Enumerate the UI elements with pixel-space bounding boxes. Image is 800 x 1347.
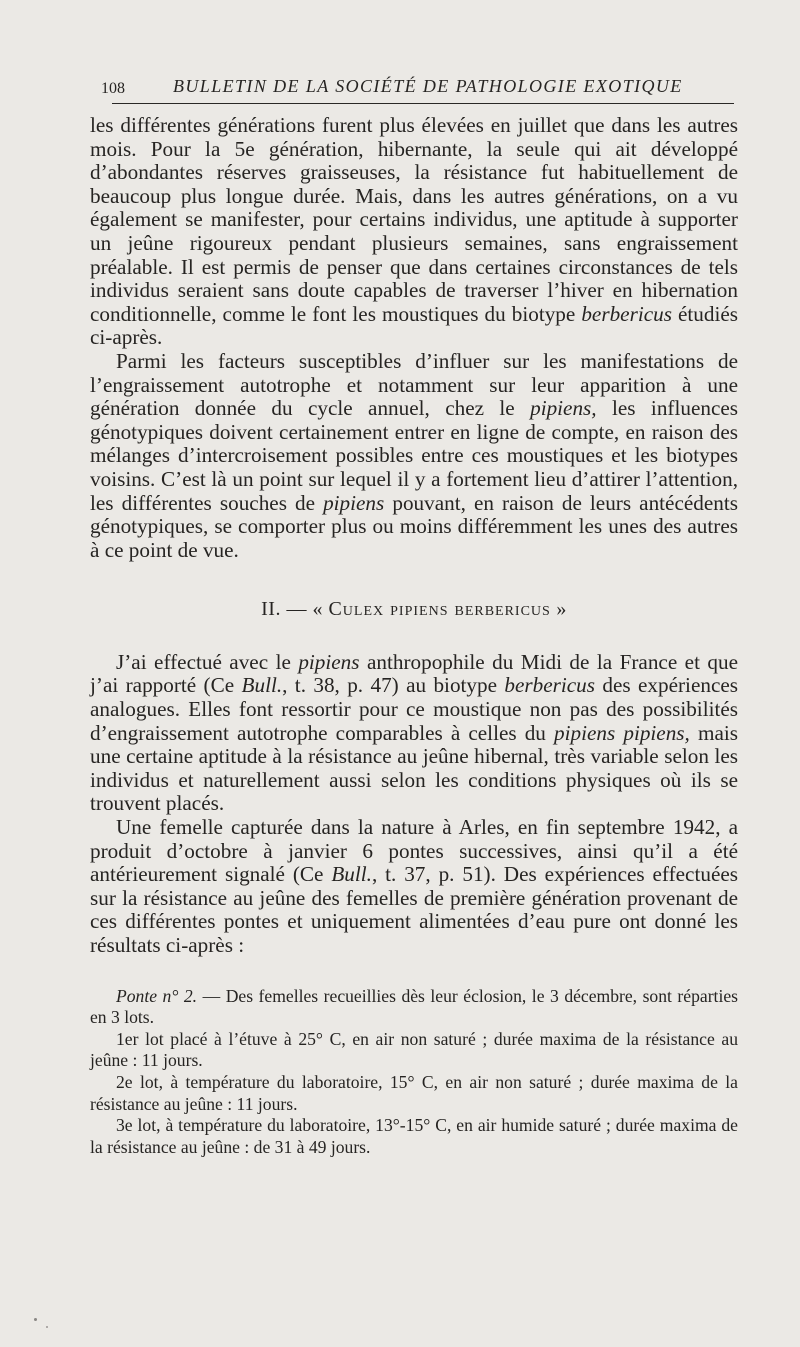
section-heading: II. — « Culex pipiens berbericus »: [261, 598, 567, 621]
note-lot-3: 3e lot, à température du laboratoire, 13°-15° C, en air humide saturé ; durée maxima de la résistance au jeûne : de 31 à 49 jours.: [90, 1115, 738, 1157]
paragraph-4: Une femelle capturée dans la nature à Arles, en fin septembre 1942, a produit d’octobre à janvier 6 pontes successives, ainsi qu’il a été antérieurement signalé (Ce Bull., t. 37, p. 51). Des expériences effectuées sur la résistance au jeûne des femelles de première génération provenant de ces différentes pontes et uniquement alimentées d’eau pure ont donné les résultats ci-après :: [90, 815, 738, 957]
note-lot-2: 2e lot, à température du laboratoire, 15° C, en air non saturé ; durée maxima de la résistance au jeûne : 11 jours.: [90, 1071, 738, 1114]
note-lot-1: 1er lot placé à l’étuve à 25° C, en air non saturé ; durée maxima de la résistance au jeûne : 11 jours.: [90, 1028, 738, 1071]
paragraph-3: J’ai effectué avec le pipiens anthropophile du Midi de la France et que j’ai rapporté (Ce Bull., t. 38, p. 47) au biotype berbericus des expériences analogues. Elles font ressortir pour ce moustique non pas des possibilités d’engraissement autotrophe comparables à celles du pipiens pipiens, mais une certaine aptitude à la résistance au jeûne hibernal, très variable selon les individus et naturellement aussi selon les conditions physiques où ils se trouvent placés.: [90, 649, 739, 816]
paper-speck: [34, 1318, 37, 1321]
main-text: [90, 114, 738, 1158]
running-title: BULLETIN DE LA SOCIÉTÉ DE PATHOLOGIE EXOTIQUE: [173, 76, 683, 96]
experiment-notes: [90, 986, 738, 1159]
header-rule: [112, 103, 734, 104]
page-header: [101, 72, 730, 102]
paragraph-1: les différentes générations furent plus élevées en juillet que dans les autres mois. Pour la 5e génération, hibernante, la seule qui ait développé d’abondantes réserves graisseuses, la résistance fut habituellement de beaucoup plus longue durée. Mais, dans les autres générations, on a vu également se manifester, pour certains individus, une aptitude à supporter un jeûne rigoureux pendant plusieurs semaines, sans engraissement préalable. Il est permis de penser que dans certaines circonstances de tels individus seraient sans doute capables de traverser l’hiver en hibernation conditionnelle, comme le font les moustiques du biotype berbericus étudiés ci-après.: [90, 113, 738, 350]
paragraph-2: Parmi les facteurs susceptibles d’influer sur les manifestations de l’engraissement autotrophe et notamment sur leur apparition à une génération donnée du cycle annuel, chez le pipiens, les influences génotypiques doivent certainement entrer en ligne de compte, en raison des mélanges d’intercroisement possibles entre ces moustiques et les biotypes voisins. C’est là un point sur lequel il y a fortement lieu d’attirer l’attention, les différentes souches de pipiens pouvant, en raison de leurs antécédents génotypiques, se comporter plus ou moins différemment les unes des autres à ce point de vue.: [90, 348, 738, 562]
page-number: 108: [101, 80, 125, 97]
note-ponte-2: Ponte n° 2. — Des femelles recueillies dès leur éclosion, le 3 décembre, sont réparties en 3 lots.: [90, 985, 738, 1028]
paper-speck: [46, 1326, 48, 1328]
